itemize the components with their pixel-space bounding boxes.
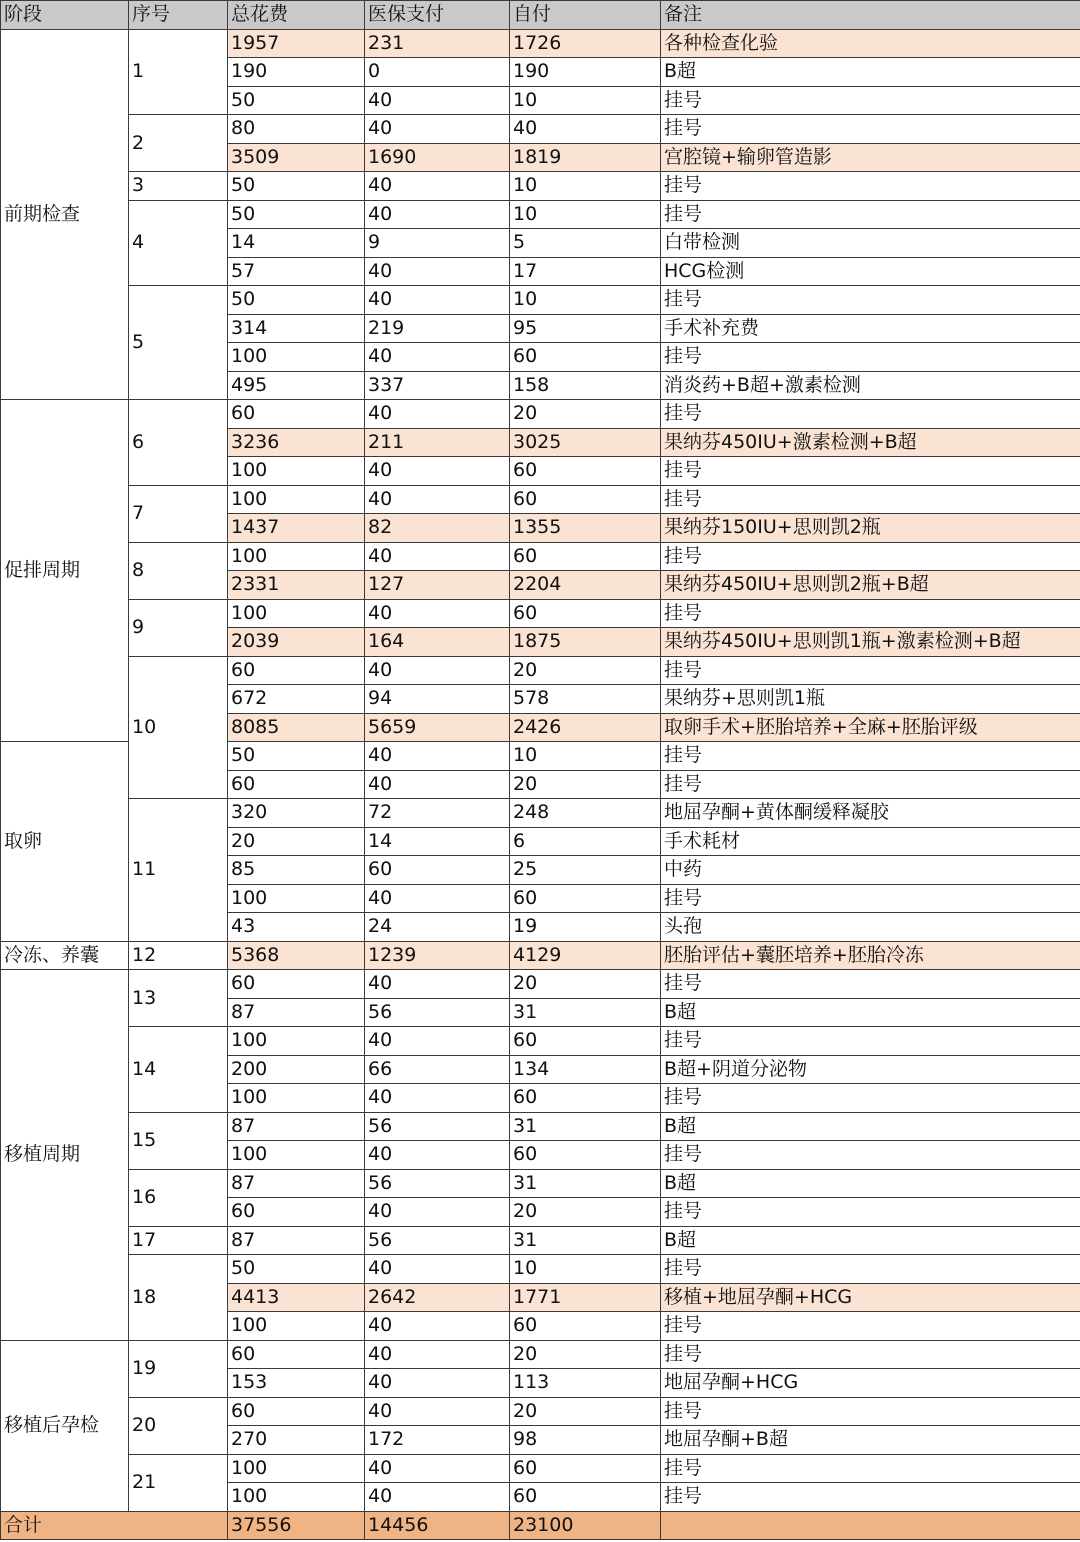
seq-cell: 8 bbox=[129, 542, 228, 599]
insurance-cell: 40 bbox=[365, 770, 510, 799]
table-row bbox=[1, 599, 1080, 628]
self-cell: 20 bbox=[510, 970, 661, 999]
note-cell: 宫腔镜+输卵管造影 bbox=[661, 143, 1080, 172]
seq-cell: 19 bbox=[129, 1340, 228, 1397]
total-cell: 100 bbox=[228, 485, 365, 514]
total-cell: 50 bbox=[228, 286, 365, 315]
total-cell: 87 bbox=[228, 1169, 365, 1198]
self-cell: 60 bbox=[510, 542, 661, 571]
insurance-cell: 56 bbox=[365, 1112, 510, 1141]
note-cell: 挂号 bbox=[661, 1397, 1080, 1426]
total-cell: 8085 bbox=[228, 713, 365, 742]
seq-cell: 1 bbox=[129, 29, 228, 115]
self-cell: 31 bbox=[510, 1112, 661, 1141]
self-cell: 60 bbox=[510, 1027, 661, 1056]
insurance-cell: 40 bbox=[365, 1369, 510, 1398]
note-cell: 挂号 bbox=[661, 1312, 1080, 1341]
table-row bbox=[1, 200, 1080, 229]
table-row bbox=[1, 542, 1080, 571]
table-body bbox=[1, 29, 1080, 1511]
seq-cell: 10 bbox=[129, 656, 228, 799]
note-cell: 取卵手术+胚胎培养+全麻+胚胎评级 bbox=[661, 713, 1080, 742]
note-cell: 中药 bbox=[661, 856, 1080, 885]
self-cell: 31 bbox=[510, 998, 661, 1027]
seq-cell: 2 bbox=[129, 115, 228, 172]
insurance-cell: 40 bbox=[365, 115, 510, 144]
total-cell: 60 bbox=[228, 1397, 365, 1426]
total-cell: 495 bbox=[228, 371, 365, 400]
note-cell: 消炎药+B超+激素检测 bbox=[661, 371, 1080, 400]
insurance-cell: 56 bbox=[365, 998, 510, 1027]
table-row bbox=[1, 1454, 1080, 1483]
insurance-cell: 40 bbox=[365, 172, 510, 201]
total-cell: 672 bbox=[228, 685, 365, 714]
total-cell: 100 bbox=[228, 599, 365, 628]
note-cell: 挂号 bbox=[661, 599, 1080, 628]
total-cell: 50 bbox=[228, 172, 365, 201]
total-cell: 50 bbox=[228, 742, 365, 771]
self-cell: 60 bbox=[510, 1084, 661, 1113]
insurance-cell: 40 bbox=[365, 286, 510, 315]
note-cell: 挂号 bbox=[661, 172, 1080, 201]
note-cell: 移植+地屈孕酮+HCG bbox=[661, 1283, 1080, 1312]
note-cell: B超 bbox=[661, 1112, 1080, 1141]
header-note: 备注 bbox=[661, 1, 1080, 30]
self-cell: 60 bbox=[510, 343, 661, 372]
table-row bbox=[1, 1340, 1080, 1369]
total-insurance: 14456 bbox=[365, 1511, 510, 1540]
note-cell: 果纳芬450IU+思则凯2瓶+B超 bbox=[661, 571, 1080, 600]
table-row bbox=[1, 1255, 1080, 1284]
insurance-cell: 66 bbox=[365, 1055, 510, 1084]
total-cell: 153 bbox=[228, 1369, 365, 1398]
self-cell: 10 bbox=[510, 172, 661, 201]
stage-cell: 取卵 bbox=[1, 742, 129, 942]
insurance-cell: 1690 bbox=[365, 143, 510, 172]
total-cell: 60 bbox=[228, 1198, 365, 1227]
table-row bbox=[1, 29, 1080, 58]
total-cell: 100 bbox=[228, 457, 365, 486]
total-cell: 5368 bbox=[228, 941, 365, 970]
self-cell: 158 bbox=[510, 371, 661, 400]
self-cell: 60 bbox=[510, 457, 661, 486]
total-cell: 60 bbox=[228, 400, 365, 429]
header-insurance: 医保支付 bbox=[365, 1, 510, 30]
insurance-cell: 40 bbox=[365, 656, 510, 685]
total-cell: 87 bbox=[228, 1112, 365, 1141]
note-cell: 果纳芬150IU+思则凯2瓶 bbox=[661, 514, 1080, 543]
insurance-cell: 1239 bbox=[365, 941, 510, 970]
total-cell: 2039 bbox=[228, 628, 365, 657]
note-cell: 挂号 bbox=[661, 86, 1080, 115]
seq-cell: 20 bbox=[129, 1397, 228, 1454]
header-row bbox=[1, 1, 1080, 30]
insurance-cell: 40 bbox=[365, 1027, 510, 1056]
note-cell: 果纳芬+思则凯1瓶 bbox=[661, 685, 1080, 714]
total-cell: 60 bbox=[228, 970, 365, 999]
self-cell: 20 bbox=[510, 656, 661, 685]
total-cell: 80 bbox=[228, 115, 365, 144]
total-cell: 50 bbox=[228, 86, 365, 115]
self-cell: 10 bbox=[510, 286, 661, 315]
insurance-cell: 60 bbox=[365, 856, 510, 885]
note-cell: 挂号 bbox=[661, 742, 1080, 771]
insurance-cell: 40 bbox=[365, 1454, 510, 1483]
header-self: 自付 bbox=[510, 1, 661, 30]
note-cell: B超 bbox=[661, 998, 1080, 1027]
table-row bbox=[1, 400, 1080, 429]
seq-cell: 4 bbox=[129, 200, 228, 286]
note-cell: 地屈孕酮+HCG bbox=[661, 1369, 1080, 1398]
seq-cell: 12 bbox=[129, 941, 228, 970]
self-cell: 40 bbox=[510, 115, 661, 144]
note-cell: 挂号 bbox=[661, 1255, 1080, 1284]
note-cell: 果纳芬450IU+激素检测+B超 bbox=[661, 428, 1080, 457]
table-row bbox=[1, 1226, 1080, 1255]
insurance-cell: 127 bbox=[365, 571, 510, 600]
total-cell: 100 bbox=[228, 1141, 365, 1170]
total-cell: 87 bbox=[228, 1226, 365, 1255]
insurance-cell: 82 bbox=[365, 514, 510, 543]
self-cell: 578 bbox=[510, 685, 661, 714]
insurance-cell: 56 bbox=[365, 1226, 510, 1255]
self-cell: 20 bbox=[510, 400, 661, 429]
total-cell: 200 bbox=[228, 1055, 365, 1084]
total-cell: 20 bbox=[228, 827, 365, 856]
insurance-cell: 40 bbox=[365, 1340, 510, 1369]
table-row bbox=[1, 1027, 1080, 1056]
self-cell: 20 bbox=[510, 1340, 661, 1369]
header-stage: 阶段 bbox=[1, 1, 129, 30]
note-cell: 挂号 bbox=[661, 1483, 1080, 1512]
total-cell: 190 bbox=[228, 58, 365, 87]
note-cell: 挂号 bbox=[661, 115, 1080, 144]
total-cell: 50 bbox=[228, 1255, 365, 1284]
table-row bbox=[1, 172, 1080, 201]
note-cell: 挂号 bbox=[661, 656, 1080, 685]
insurance-cell: 40 bbox=[365, 400, 510, 429]
self-cell: 190 bbox=[510, 58, 661, 87]
table-row bbox=[1, 656, 1080, 685]
total-cell: 100 bbox=[228, 1084, 365, 1113]
note-cell: 挂号 bbox=[661, 1454, 1080, 1483]
self-cell: 10 bbox=[510, 200, 661, 229]
self-cell: 10 bbox=[510, 742, 661, 771]
total-cell: 85 bbox=[228, 856, 365, 885]
seq-cell: 3 bbox=[129, 172, 228, 201]
note-cell: 胚胎评估+囊胚培养+胚胎冷冻 bbox=[661, 941, 1080, 970]
insurance-cell: 40 bbox=[365, 1483, 510, 1512]
note-cell: 地屈孕酮+B超 bbox=[661, 1426, 1080, 1455]
insurance-cell: 40 bbox=[365, 86, 510, 115]
note-cell: 挂号 bbox=[661, 884, 1080, 913]
header-seq: 序号 bbox=[129, 1, 228, 30]
insurance-cell: 40 bbox=[365, 1312, 510, 1341]
self-cell: 5 bbox=[510, 229, 661, 258]
note-cell: 挂号 bbox=[661, 1141, 1080, 1170]
total-cell: 3509 bbox=[228, 143, 365, 172]
header-total: 总花费 bbox=[228, 1, 365, 30]
insurance-cell: 40 bbox=[365, 257, 510, 286]
total-cell: 60 bbox=[228, 656, 365, 685]
total-cell: 4413 bbox=[228, 1283, 365, 1312]
seq-cell: 5 bbox=[129, 286, 228, 400]
insurance-cell: 337 bbox=[365, 371, 510, 400]
table-row bbox=[1, 1112, 1080, 1141]
self-cell: 98 bbox=[510, 1426, 661, 1455]
stage-cell: 移植后孕检 bbox=[1, 1340, 129, 1511]
insurance-cell: 211 bbox=[365, 428, 510, 457]
note-cell: 挂号 bbox=[661, 200, 1080, 229]
insurance-cell: 40 bbox=[365, 599, 510, 628]
note-cell: 挂号 bbox=[661, 457, 1080, 486]
note-cell: 手术补充费 bbox=[661, 314, 1080, 343]
self-cell: 31 bbox=[510, 1226, 661, 1255]
total-cell: 1437 bbox=[228, 514, 365, 543]
insurance-cell: 40 bbox=[365, 485, 510, 514]
insurance-cell: 40 bbox=[365, 1084, 510, 1113]
seq-cell: 17 bbox=[129, 1226, 228, 1255]
self-cell: 20 bbox=[510, 1198, 661, 1227]
insurance-cell: 40 bbox=[365, 200, 510, 229]
table-row bbox=[1, 115, 1080, 144]
self-cell: 1355 bbox=[510, 514, 661, 543]
total-cell: 270 bbox=[228, 1426, 365, 1455]
self-cell: 2204 bbox=[510, 571, 661, 600]
total-label: 合计 bbox=[1, 1511, 228, 1540]
note-cell: B超 bbox=[661, 58, 1080, 87]
note-cell: B超+阴道分泌物 bbox=[661, 1055, 1080, 1084]
self-cell: 17 bbox=[510, 257, 661, 286]
total-cell: 57 bbox=[228, 257, 365, 286]
note-cell: 挂号 bbox=[661, 970, 1080, 999]
insurance-cell: 219 bbox=[365, 314, 510, 343]
seq-cell: 14 bbox=[129, 1027, 228, 1113]
self-cell: 60 bbox=[510, 1141, 661, 1170]
note-cell: 果纳芬450IU+思则凯1瓶+激素检测+B超 bbox=[661, 628, 1080, 657]
self-cell: 248 bbox=[510, 799, 661, 828]
seq-cell: 18 bbox=[129, 1255, 228, 1341]
self-cell: 113 bbox=[510, 1369, 661, 1398]
self-cell: 1875 bbox=[510, 628, 661, 657]
stage-cell: 促排周期 bbox=[1, 400, 129, 742]
insurance-cell: 94 bbox=[365, 685, 510, 714]
seq-cell: 11 bbox=[129, 799, 228, 942]
total-cell: 14 bbox=[228, 229, 365, 258]
note-cell: 白带检测 bbox=[661, 229, 1080, 258]
self-cell: 95 bbox=[510, 314, 661, 343]
note-cell: 各种检查化验 bbox=[661, 29, 1080, 58]
note-cell: HCG检测 bbox=[661, 257, 1080, 286]
self-cell: 20 bbox=[510, 1397, 661, 1426]
insurance-cell: 231 bbox=[365, 29, 510, 58]
self-cell: 10 bbox=[510, 86, 661, 115]
note-cell: 挂号 bbox=[661, 1198, 1080, 1227]
self-cell: 60 bbox=[510, 884, 661, 913]
note-cell: 手术耗材 bbox=[661, 827, 1080, 856]
self-cell: 19 bbox=[510, 913, 661, 942]
note-cell: 挂号 bbox=[661, 485, 1080, 514]
note-cell: 挂号 bbox=[661, 770, 1080, 799]
insurance-cell: 40 bbox=[365, 1198, 510, 1227]
total-cell: 60 bbox=[228, 1340, 365, 1369]
seq-cell: 9 bbox=[129, 599, 228, 656]
self-cell: 1771 bbox=[510, 1283, 661, 1312]
table-row bbox=[1, 485, 1080, 514]
self-cell: 60 bbox=[510, 1312, 661, 1341]
insurance-cell: 40 bbox=[365, 1255, 510, 1284]
note-cell: 挂号 bbox=[661, 1084, 1080, 1113]
self-cell: 60 bbox=[510, 1454, 661, 1483]
total-row bbox=[1, 1511, 1080, 1540]
insurance-cell: 40 bbox=[365, 884, 510, 913]
table-row bbox=[1, 1169, 1080, 1198]
self-cell: 1726 bbox=[510, 29, 661, 58]
note-cell: B超 bbox=[661, 1169, 1080, 1198]
stage-cell: 冷冻、养囊 bbox=[1, 941, 129, 970]
seq-cell: 15 bbox=[129, 1112, 228, 1169]
total-cell: 100 bbox=[228, 1027, 365, 1056]
self-cell: 60 bbox=[510, 485, 661, 514]
self-cell: 3025 bbox=[510, 428, 661, 457]
total-sum: 37556 bbox=[228, 1511, 365, 1540]
insurance-cell: 0 bbox=[365, 58, 510, 87]
insurance-cell: 164 bbox=[365, 628, 510, 657]
note-cell: 挂号 bbox=[661, 1027, 1080, 1056]
total-cell: 50 bbox=[228, 200, 365, 229]
insurance-cell: 40 bbox=[365, 970, 510, 999]
stage-cell: 移植周期 bbox=[1, 970, 129, 1341]
total-cell: 100 bbox=[228, 884, 365, 913]
total-cell: 43 bbox=[228, 913, 365, 942]
table-row bbox=[1, 941, 1080, 970]
seq-cell: 6 bbox=[129, 400, 228, 486]
note-cell: 挂号 bbox=[661, 1340, 1080, 1369]
note-cell: 挂号 bbox=[661, 542, 1080, 571]
total-cell: 100 bbox=[228, 343, 365, 372]
table-row bbox=[1, 1397, 1080, 1426]
total-cell: 100 bbox=[228, 1312, 365, 1341]
total-cell: 100 bbox=[228, 1483, 365, 1512]
total-self: 23100 bbox=[510, 1511, 661, 1540]
self-cell: 134 bbox=[510, 1055, 661, 1084]
insurance-cell: 9 bbox=[365, 229, 510, 258]
self-cell: 2426 bbox=[510, 713, 661, 742]
insurance-cell: 40 bbox=[365, 457, 510, 486]
insurance-cell: 40 bbox=[365, 343, 510, 372]
insurance-cell: 40 bbox=[365, 1141, 510, 1170]
self-cell: 20 bbox=[510, 770, 661, 799]
total-cell: 320 bbox=[228, 799, 365, 828]
table-row bbox=[1, 970, 1080, 999]
insurance-cell: 56 bbox=[365, 1169, 510, 1198]
note-cell: 头孢 bbox=[661, 913, 1080, 942]
table-row bbox=[1, 799, 1080, 828]
insurance-cell: 172 bbox=[365, 1426, 510, 1455]
insurance-cell: 5659 bbox=[365, 713, 510, 742]
self-cell: 31 bbox=[510, 1169, 661, 1198]
total-cell: 2331 bbox=[228, 571, 365, 600]
total-cell: 87 bbox=[228, 998, 365, 1027]
total-cell: 100 bbox=[228, 542, 365, 571]
insurance-cell: 72 bbox=[365, 799, 510, 828]
seq-cell: 13 bbox=[129, 970, 228, 1027]
insurance-cell: 14 bbox=[365, 827, 510, 856]
note-cell: B超 bbox=[661, 1226, 1080, 1255]
self-cell: 4129 bbox=[510, 941, 661, 970]
stage-cell: 前期检查 bbox=[1, 29, 129, 400]
total-cell: 1957 bbox=[228, 29, 365, 58]
table-row bbox=[1, 286, 1080, 315]
seq-cell: 16 bbox=[129, 1169, 228, 1226]
self-cell: 10 bbox=[510, 1255, 661, 1284]
self-cell: 60 bbox=[510, 1483, 661, 1512]
total-cell: 100 bbox=[228, 1454, 365, 1483]
insurance-cell: 24 bbox=[365, 913, 510, 942]
insurance-cell: 40 bbox=[365, 1397, 510, 1426]
note-cell: 挂号 bbox=[661, 400, 1080, 429]
total-note bbox=[661, 1511, 1080, 1540]
self-cell: 25 bbox=[510, 856, 661, 885]
self-cell: 60 bbox=[510, 599, 661, 628]
note-cell: 挂号 bbox=[661, 286, 1080, 315]
insurance-cell: 40 bbox=[365, 542, 510, 571]
insurance-cell: 2642 bbox=[365, 1283, 510, 1312]
self-cell: 6 bbox=[510, 827, 661, 856]
total-cell: 314 bbox=[228, 314, 365, 343]
note-cell: 挂号 bbox=[661, 343, 1080, 372]
insurance-cell: 40 bbox=[365, 742, 510, 771]
seq-cell: 21 bbox=[129, 1454, 228, 1511]
total-cell: 3236 bbox=[228, 428, 365, 457]
seq-cell: 7 bbox=[129, 485, 228, 542]
note-cell: 地屈孕酮+黄体酮缓释凝胶 bbox=[661, 799, 1080, 828]
total-cell: 60 bbox=[228, 770, 365, 799]
self-cell: 1819 bbox=[510, 143, 661, 172]
